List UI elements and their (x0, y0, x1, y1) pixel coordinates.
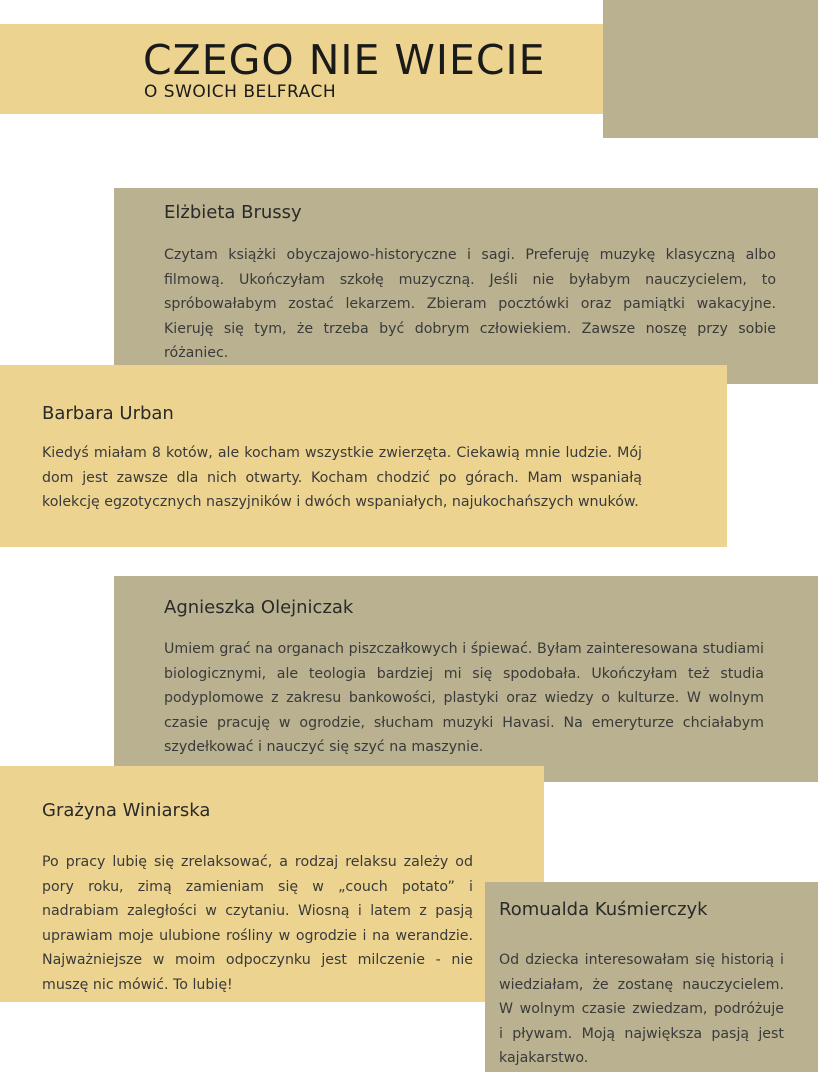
teacher-name: Barbara Urban (42, 403, 174, 424)
teacher-card-brussy (114, 188, 818, 384)
teacher-name: Grażyna Winiarska (42, 800, 211, 821)
corner-block (603, 0, 818, 138)
teacher-bio: Kiedyś miałam 8 kotów, ale kocham wszystkie zwierzęta. Ciekawią mnie ludzie. Mój dom jest zawsze dla nich otwarty. Kocham chodzić po górach. Mam wspaniałą kolekcję egzotycznych naszyjników i dwóch wspaniałych, najukochańszych wnuków. (42, 445, 642, 510)
teacher-card-winiarska (0, 766, 544, 1002)
page-title: CZEGO NIE WIECIE (143, 36, 546, 84)
teacher-bio: Po pracy lubię się zrelaksować, a rodzaj relaksu zależy od pory roku, zimą zamieniam się w „couch potato” i nadrabiam zaległości w czytaniu. Wiosną i latem z pasją uprawiam moje ulubione rośliny w ogrodzie i na werandzie. Najważniejsze w moim odpoczynku jest milczenie - nie muszę nic mówić. To lubię! (42, 854, 473, 993)
page-subtitle: O SWOICH BELFRACH (144, 82, 337, 102)
teacher-card-kusmierczyk (485, 882, 818, 1072)
teacher-name: Agnieszka Olejniczak (164, 597, 354, 618)
teacher-bio: Od dziecka interesowałam się historią i wiedziałam, że zostanę nauczycielem. W wolnym czasie zwiedzam, podróżuje i pływam. Moją największa pasją jest kajakarstwo. (499, 952, 784, 1066)
teacher-bio: Umiem grać na organach piszczałkowych i śpiewać. Byłam zainteresowana studiami biologicznymi, ale teologia bardziej mi się spodobała. Ukończyłam też studia podyplomowe z zakresu bankowości, plastyki oraz wiedzy o kulturze. W wolnym czasie pracuję w ogrodzie, słucham muzyki Havasi. Na emeryturze chciałabym szydełkować i nauczyć się szyć na maszynie. (164, 641, 764, 755)
teacher-name: Romualda Kuśmierczyk (499, 899, 708, 920)
teacher-name: Elżbieta Brussy (164, 202, 302, 223)
teacher-card-olejniczak (114, 576, 818, 782)
teacher-card-urban (0, 365, 727, 547)
teacher-bio: Czytam książki obyczajowo-historyczne i sagi. Preferuję muzykę klasyczną albo filmową. Ukończyłam szkołę muzyczną. Jeśli nie byłabym nauczycielem, to spróbowałabym zostać lekarzem. Zbieram pocztówki oraz pamiątki wakacyjne. Kieruję się tym, że trzeba być dobrym człowiekiem. Zawsze noszę przy sobie różaniec. (164, 247, 776, 361)
